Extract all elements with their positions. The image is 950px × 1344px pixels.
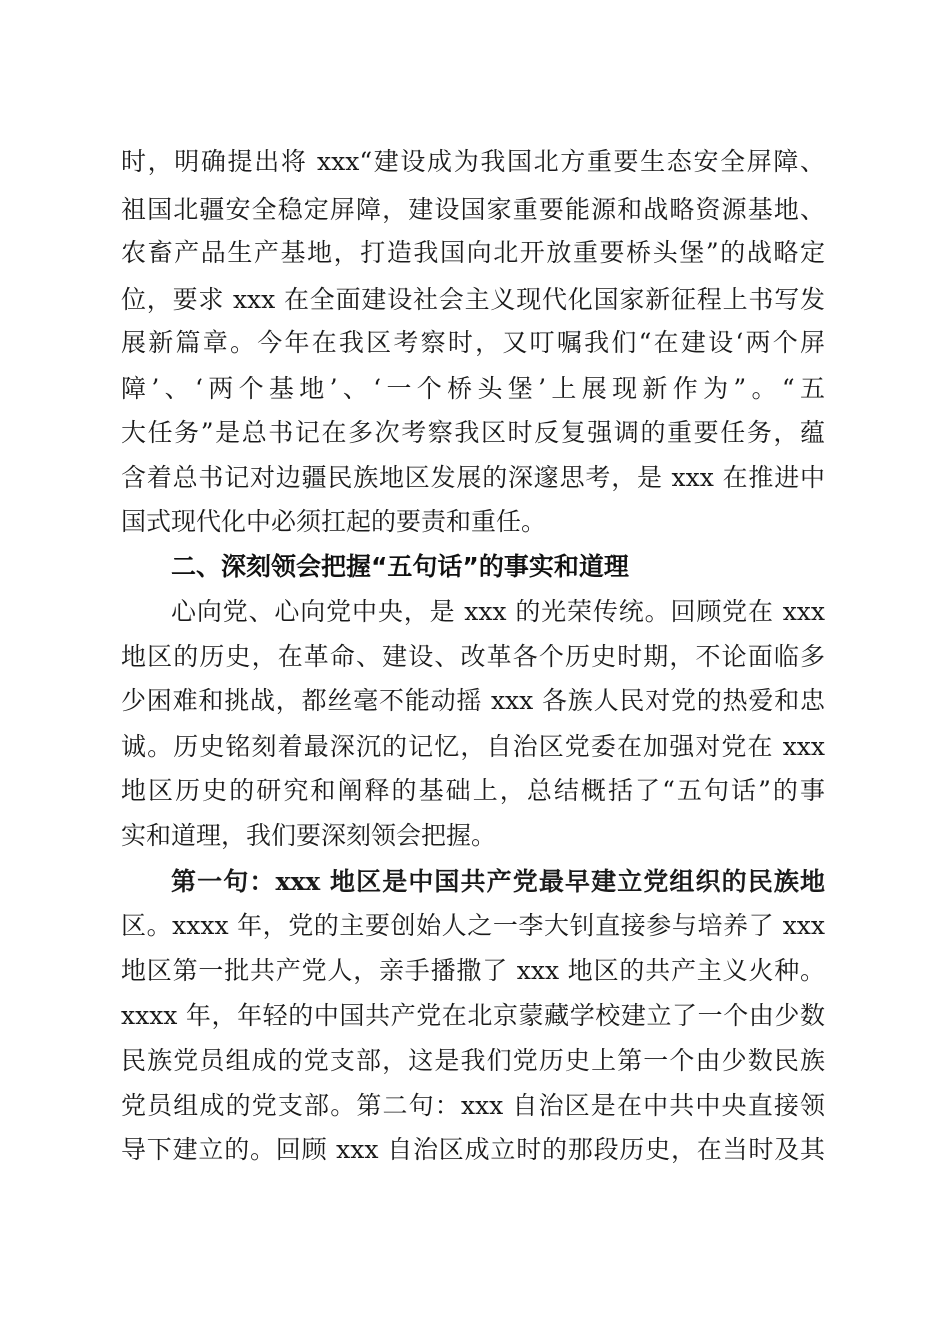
body-text-line: 民族党员组成的党支部，这是我们党历史上第一个由少数民族 [121,1046,825,1075]
body-text-line: 时，明确提出将 xxx“建设成为我国北方重要生态安全屏障、 [121,147,825,176]
body-text-line: 展新篇章。今年在我区考察时，又叮嘱我们“在建设‘两个屏 [121,328,825,357]
body-text-line: 区。xxxx 年，党的主要创始人之一李大钊直接参与培养了 xxx [121,911,825,940]
body-text-line: 少困难和挑战，都丝毫不能动摇 xxx 各族人民对党的热爱和忠 [121,686,825,715]
body-text-line: 国式现代化中必须扛起的要责和重任。 [121,507,547,536]
body-text-line: 导下建立的。回顾 xxx 自治区成立时的那段历史，在当时及其 [121,1135,825,1164]
body-text-line: 党员组成的党支部。第二句：xxx 自治区是在中共中央直接领 [121,1091,825,1120]
body-text-line: 地区的历史，在革命、建设、改革各个历史时期，不论面临多 [121,642,825,671]
body-text-line: 农畜产品生产基地，打造我国向北开放重要桥头堡”的战略定 [121,238,825,267]
body-text-line: 地区历史的研究和阐释的基础上，总结概括了“五句话”的事 [121,776,825,805]
body-text-line: 实和道理，我们要深刻领会把握。 [121,821,497,850]
body-text-line: 含着总书记对边疆民族地区发展的深邃思考，是 xxx 在推进中 [121,463,825,492]
body-text-line: xxxx 年，年轻的中国共产党在北京蒙藏学校建立了一个由少数 [121,1001,825,1030]
body-text-line: 位，要求 xxx 在全面建设社会主义现代化国家新征程上书写发 [121,285,825,314]
body-text-line: 第一句：xxx 地区是中国共产党最早建立党组织的民族地 [171,867,825,896]
body-text-line: 祖国北疆安全稳定屏障，建设国家重要能源和战略资源基地、 [121,195,825,224]
body-text-line: 诚。历史铭刻着最深沉的记忆，自治区党委在加强对党在 xxx [121,732,825,761]
body-text-line: 心向党、心向党中央，是 xxx 的光荣传统。回顾党在 xxx [171,597,825,626]
body-text-line: 地区第一批共产党人，亲手播撒了 xxx 地区的共产主义火种。 [121,956,825,985]
body-text-line: 障’、‘两个基地’、‘一个桥头堡’上展现新作为”。“五 [121,374,825,403]
section-heading: 二、深刻领会把握“五句话”的事实和道理 [171,552,629,581]
body-text-line: 大任务”是总书记在多次考察我区时反复强调的重要任务，蕴 [121,418,825,447]
